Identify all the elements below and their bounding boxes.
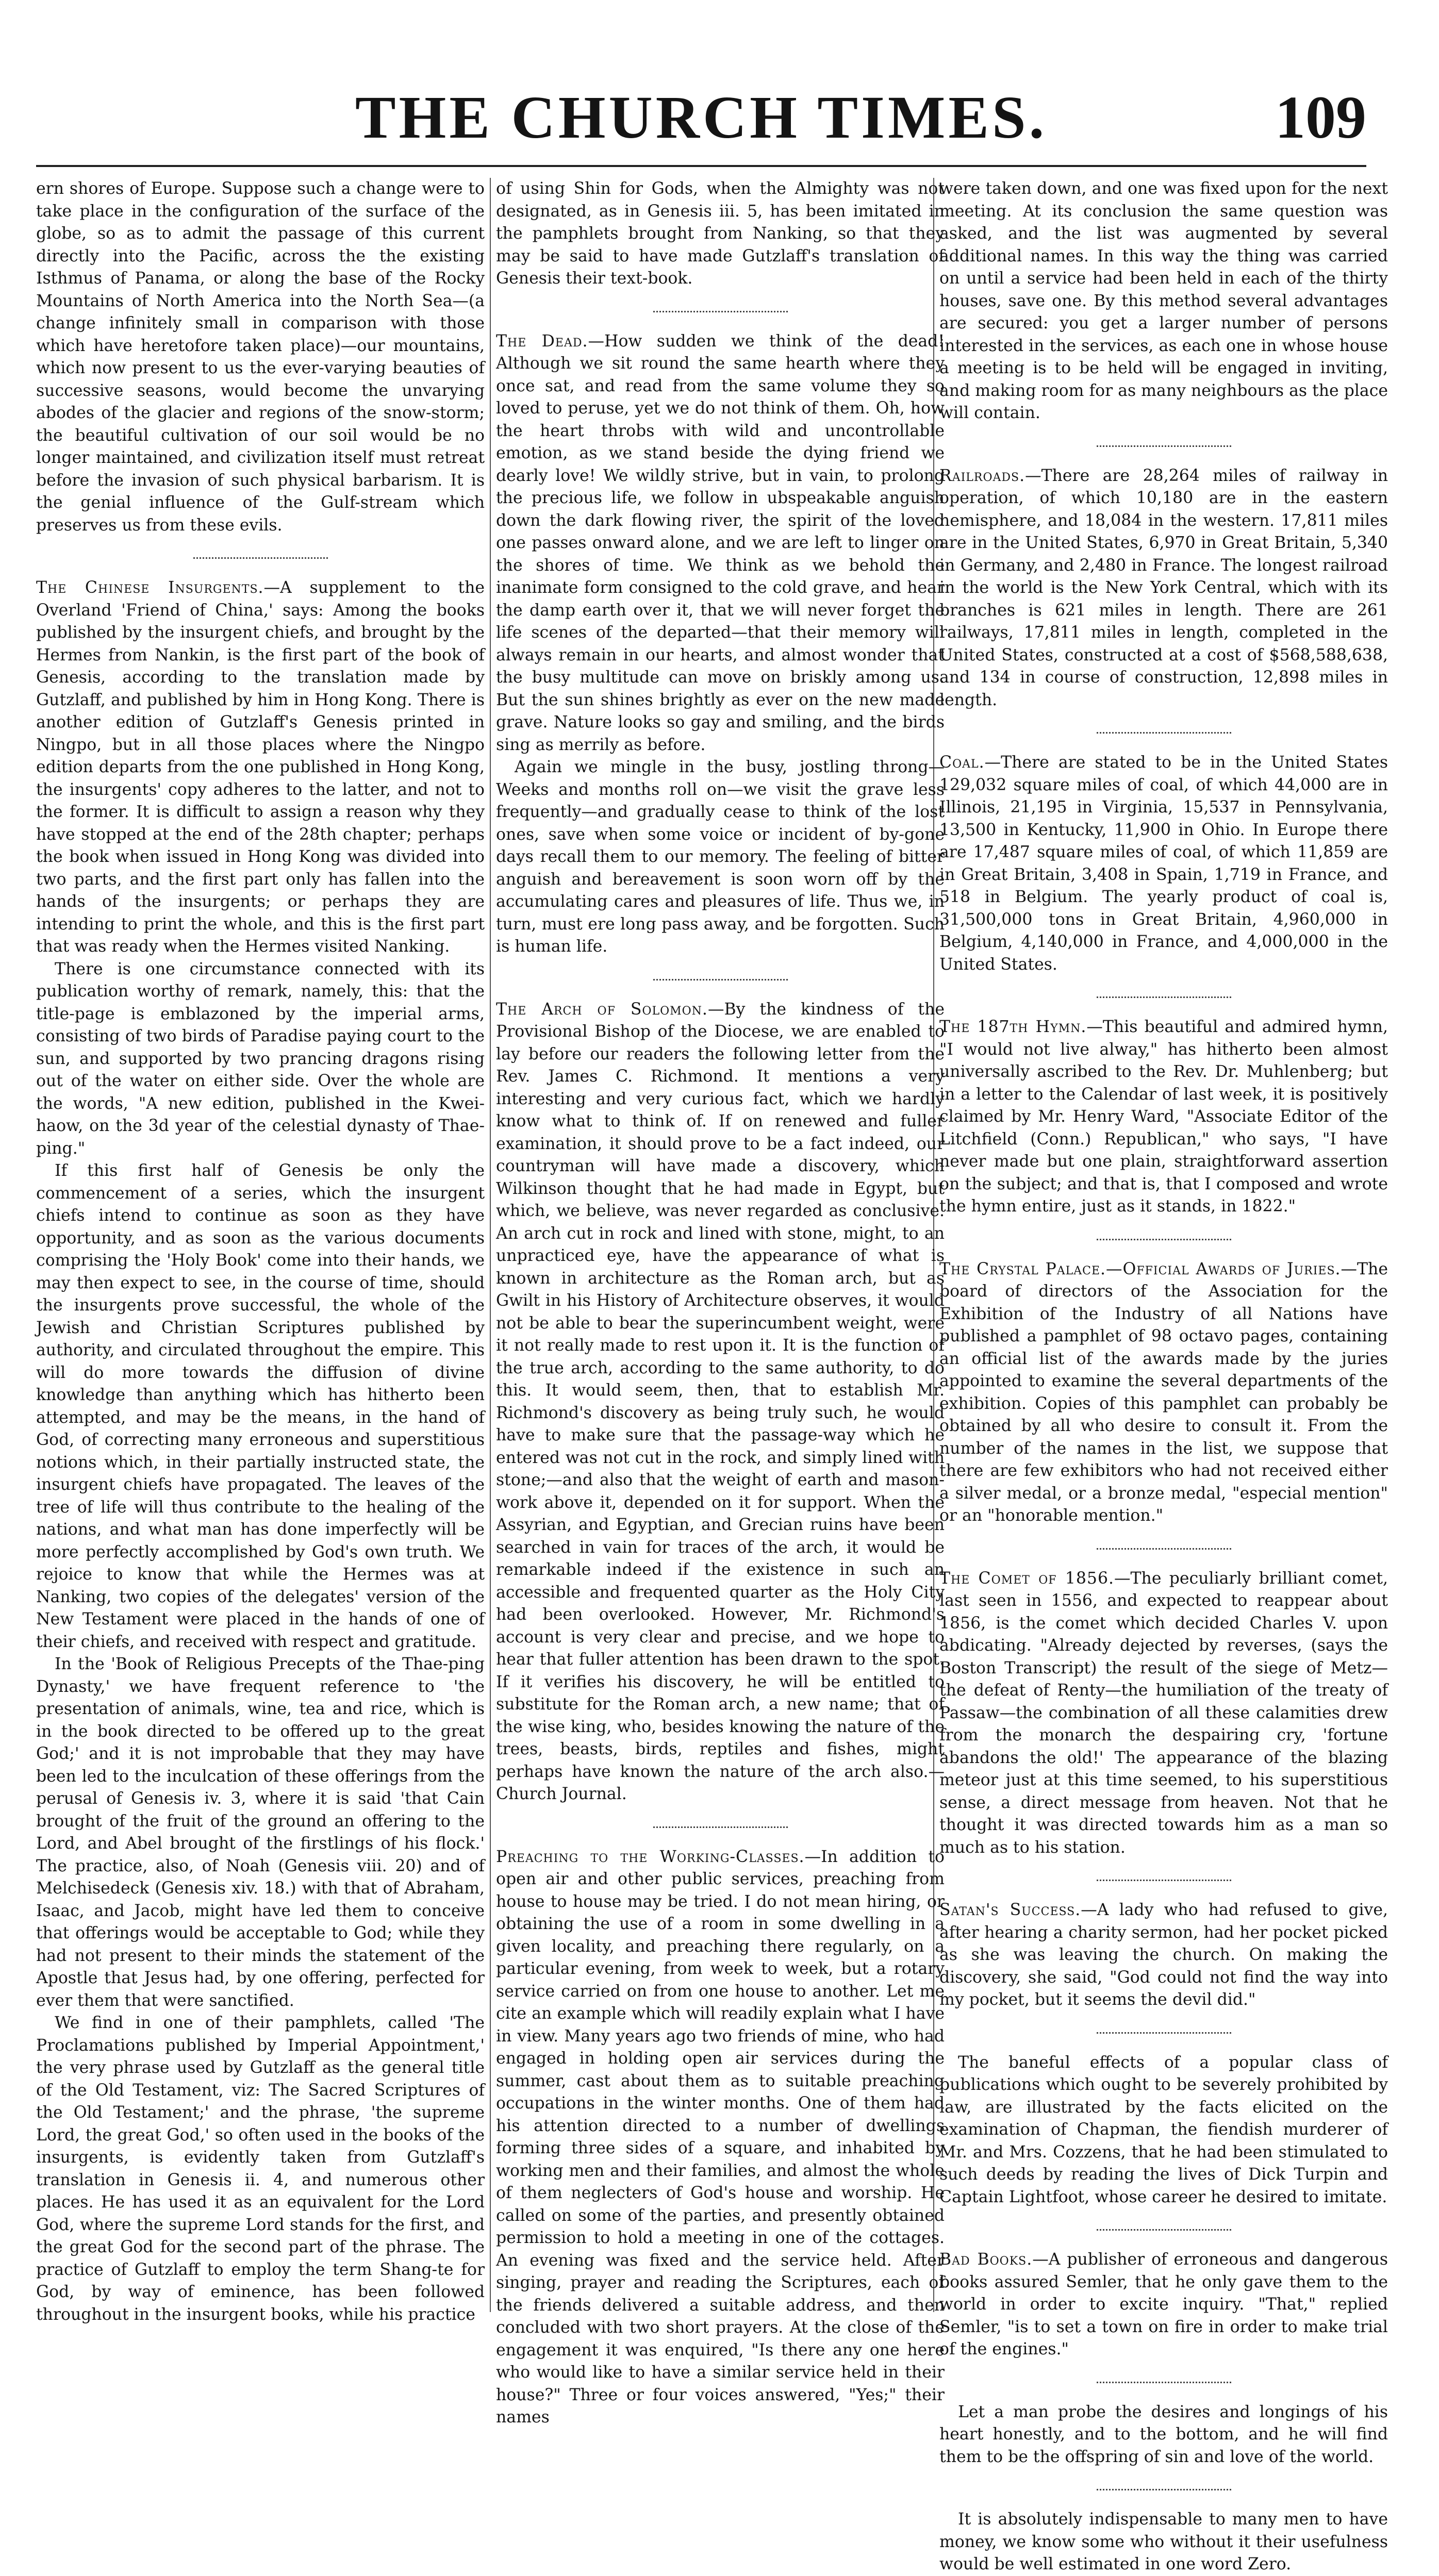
article-heading: Bad Books. xyxy=(939,2250,1033,2269)
article xyxy=(939,1899,1388,2012)
article-paragraph xyxy=(496,178,945,290)
article-text: There is one circumstance connected with its publication worthy of remark, namely, this: that the title-page is emblazoned by the imperial arms, consisting of two birds of Paradise paying court to the sun, and supported by two prancing dragons rising out of the water on either side. Over the whole are the words, "A new edition, published in the Kwei-haow, on the 3d year of the celestial dynasty of Thae-ping." xyxy=(36,959,485,1158)
article-paragraph xyxy=(36,1653,485,2012)
article-paragraph xyxy=(939,752,1388,976)
article xyxy=(939,1016,1388,1218)
article-paragraph xyxy=(939,1258,1388,1527)
newspaper-title: THE CHURCH TIMES. xyxy=(355,84,1048,151)
article-text: —This beautiful and admired hymn, "I would not live alway," has hitherto been almost universally ascribed to the Rev. Dr. Muhlenberg; but in a letter to the Calendar of last week, it is positively claimed by Mr. Henry Ward, "Associate Editor of the Litchfield (Conn.) Republican," who says, "I have never made but one plain, straightforward assertion on the subject; and that is, that I composed and wrote the hymn entire, just as it stands, in 1822." xyxy=(939,1018,1388,1216)
article-separator xyxy=(939,1232,1388,1247)
article xyxy=(36,577,485,2326)
article-heading: The Comet of 1856. xyxy=(939,1569,1115,1588)
article-paragraph xyxy=(36,577,485,958)
article-separator xyxy=(939,989,1388,1005)
article-heading: The Arch of Solomon. xyxy=(496,1000,708,1019)
article-text: The baneful effects of a popular class of publications which ought to be severely prohibited by law, are illustrated by the facts elicited on the examination of Chapman, the fiendish murderer of Mr. and Mrs. Cozzens, that he had been stimulated to such deeds by reading the lives of Dick Turpin and Captain Lightfoot, whose career he desired to imitate. xyxy=(939,2053,1388,2206)
article xyxy=(939,2401,1388,2469)
article-heading: Railroads. xyxy=(939,466,1026,485)
article-separator xyxy=(939,2374,1388,2390)
article-paragraph xyxy=(939,178,1388,425)
masthead xyxy=(36,77,1366,165)
column-2 xyxy=(496,178,945,2427)
article-separator xyxy=(36,550,485,566)
article xyxy=(939,2052,1388,2209)
article-separator xyxy=(939,2025,1388,2040)
article-separator xyxy=(939,2482,1388,2497)
article-text: If this first half of Genesis be only the commencement of a series, which the insurgent chiefs intend to continue as soon as they have opportunity, and as soon as the various documents comprising the 'Holy Book' come into their hands, we may then expect to see, in the course of time, should the insurgents prove successful, the whole of the Jewish and Christian Scriptures published by authority, and circulated throughout the empire. This will do more towards the diffusion of divine knowledge than anything which has hitherto been attempted, and may be the means, in the hand of God, of correcting many erroneous and superstitious notions which, in their partially instructed state, the insurgent chiefs have propagated. The leaves of the tree of life will thus contribute to the healing of the nations, and what man has done imperfectly will be more perfectly accomplished by God's own truth. We rejoice to know that while the Hermes was at Nanking, two copies of the delegates' version of the New Testament were placed in the hands of one of their chiefs, and received with respect and gratitude. xyxy=(36,1161,485,1651)
article-separator xyxy=(496,1819,945,1835)
article-text: —How sudden we think of the dead! Although we sit round the same hearth where they once sat, and read from the same volume they so loved to peruse, yet we do not think of them. Oh, how the heart throbs with wild and uncontrollable emotion, as we stand beside the dying friend we dearly love! We wildly strive, but in vain, to prolong the precious life, we follow in ubspeakable anguish down the dark flowing river, the spirit of the loved one passes onward alone, and we are left to linger on the shores of time. We think as we behold the inanimate form consigned to the cold grave, and hear the damp earth over it, that we will never forget the life scenes of the departed—that their memory will always remain in our hearts, and almost wonder that the busy multitude can move on briskly among us. But the sun shines brightly as ever on the new made grave. Nature looks so gay and smiling, and the birds sing as merrily as before. xyxy=(496,331,945,754)
article-heading: The Dead. xyxy=(496,331,588,351)
article-paragraph xyxy=(36,178,485,537)
article-text: —A publisher of erroneous and dangerous books assured Semler, that he only gave them to the world in order to excite inquiry. "That," replied Semler, "is to set a town on fire in order to make trial of the engines." xyxy=(939,2250,1388,2358)
column-3 xyxy=(939,178,1388,2573)
article xyxy=(939,1258,1388,1527)
article-text: We find in one of their pamphlets, called 'The Proclamations published by Imperial Appointment,' the very phrase used by Gutzlaff as the general title of the Old Testament, viz: The Sacred Scriptures of the Old Testament;' and the phrase, 'the supreme Lord, the great God,' so often used in the books of the insurgents, is evidently taken from Gutzlaff's translation in Genesis ii. 4, and numerous other places. He has used it as an equivalent for the Lord God, where the supreme Lord stands for the first, and the great God for the second part of the phrase. The practice of Gutzlaff to employ the term Shang-te for God, by way of eminence, has been followed throughout in the insurgent books, while his practice xyxy=(36,2014,485,2324)
article-paragraph xyxy=(939,465,1388,712)
page-number: 109 xyxy=(1275,84,1366,151)
article-text: —The peculiarly brilliant comet, last seen in 1556, and expected to reappear about 1856, is the comet which decided Charles V. upon abdicating. "Already dejected by reverses, (says the Boston Transcript) the result of the siege of Metz—the defeat of Renty—the humiliation of the treaty of Passaw—the combination of all these calamities drew from the monarch the despairing cry, 'fortune abandons the old!' The appearance of the blazing meteor just at this time seemed, to his superstitious sense, a direct message from heaven. Not that he thought it was directed towards him as a man so much as to his station. xyxy=(939,1569,1388,1857)
article-separator xyxy=(939,1872,1388,1888)
article-text: —There are stated to be in the United States 129,032 square miles of coal, of which 44,000 are in Illinois, 21,195 in Virginia, 15,537 in Pennsylvania, 13,500 in Kentucky, 11,900 in Ohio. In Europe there are 17,487 square miles of coal, of which 11,859 are in Great Britain, 3,408 in Spain, 1,719 in France, and 518 in Belgium. The yearly product of coal is, 31,500,000 tons in Great Britain, 4,960,000 in Belgium, 4,140,000 in France, and 4,000,000 in the United States. xyxy=(939,753,1388,974)
column-1 xyxy=(36,178,485,2324)
article-text: —A supplement to the Overland 'Friend of China,' says: Among the books published by the insurgent chiefs, and brought by the Hermes from Nankin, is the first part of the book of Genesis, according to the translation made by Gutzlaff, and published by him in Hong Kong. There is another edition of Gutzlaff's Genesis printed in Ningpo, but in all those places where the Ningpo edition departs from the one published in Hong Kong, the insurgents' copy adheres to the latter, and not to the former. It is difficult to assign a reason why they have stopped at the end of the 28th chapter; perhaps the book when issued in Hong Kong was divided into two parts, and the first part only has fallen into the hands of the insurgents; or perhaps they are intending to print the whole, and this is the first part that was ready when the Hermes visited Nanking. xyxy=(36,578,485,956)
article xyxy=(496,1846,945,2429)
article-heading: The Crystal Palace.—Official Awards of Juries. xyxy=(939,1259,1341,1278)
masthead-rule xyxy=(36,165,1366,167)
article-text: —A lady who had refused to give, after hearing a charity sermon, had her pocket picked as she was leaving the church. On making the discovery, she said, "God could not find the way into my pocket, but it seems the devil did." xyxy=(939,1901,1388,2009)
article xyxy=(36,178,485,537)
article-separator xyxy=(939,1541,1388,1556)
article-heading: The 187th Hymn. xyxy=(939,1018,1087,1036)
article-paragraph xyxy=(939,2249,1388,2361)
article-separator xyxy=(939,725,1388,740)
article-text: It is absolutely indispensable to many men to have money, we know some who without it their usefulness would be well estimated in one word Zero. xyxy=(939,2510,1388,2573)
article-separator xyxy=(496,972,945,987)
article-paragraph xyxy=(939,2052,1388,2209)
article-paragraph xyxy=(36,1160,485,1653)
article xyxy=(939,178,1388,425)
article-text: In the 'Book of Religious Precepts of the Thae-ping Dynasty,' we have frequent reference to 'the presentation of animals, wine, tea and rice, which is in the book directed to be offered up to the great God;' and it is not improbable that they may have been led to the inculcation of these offerings from the perusal of Genesis iv. 3, where it is said 'that Cain brought of the fruit of the ground an offering to the Lord, and Abel brought of the firstlings of his flock.' The practice, also, of Noah (Genesis viii. 20) and of Melchisedeck (Genesis xiv. 18.) with that of Abraham, Isaac, and Jacob, might have led them to conceive that offerings would be acceptable to God; while they had not present to their minds the statement of the Apostle that Jesus had, by one offering, perfected for ever them that were sanctified. xyxy=(36,1655,485,2010)
article-text: of using Shin for Gods, when the Almighty was not designated, as in Genesis iii. 5, has been imitated in the pamphlets brought from Nanking, so that they may be said to have made Gutzlaff's translation of Genesis their text-book. xyxy=(496,179,945,288)
article-separator xyxy=(939,2222,1388,2237)
article xyxy=(939,1568,1388,1859)
article-paragraph xyxy=(496,999,945,1806)
article xyxy=(496,999,945,1806)
article xyxy=(939,465,1388,712)
article xyxy=(496,330,945,958)
article-paragraph xyxy=(36,2012,485,2326)
article-paragraph xyxy=(36,958,485,1160)
article-text: were taken down, and one was fixed upon for the next meeting. At its conclusion the same question was asked, and the list was augmented by several additional names. In this way the thing was carried on until a service had been held in each of the thirty houses, save one. By this method several advantages are secured: you get a larger number of persons interested in the services, as each one in whose house a meeting is to be held will be engaged in inviting, and making room for as many neighbours as the place will contain. xyxy=(939,179,1388,422)
article-text: —There are 28,264 miles of railway in operation, of which 10,180 are in the eastern hemisphere, and 18,084 in the western. 17,811 miles are in the United States, 6,970 in Great Britain, 5,340 in Germany, and 2,480 in France. The longest railroad in the world is the New York Central, which with its branches is 621 miles in length. There are 261 railways, 17,811 miles in length, completed in the United States, constructed at a cost of $568,588,638, and 134 in course of construction, 12,898 miles in length. xyxy=(939,466,1388,709)
article-paragraph xyxy=(496,330,945,757)
article-heading: The Chinese Insurgents. xyxy=(36,578,264,597)
article xyxy=(939,2508,1388,2576)
article-paragraph xyxy=(939,2401,1388,2469)
article-paragraph xyxy=(496,1846,945,2429)
article xyxy=(496,178,945,290)
article-paragraph xyxy=(939,1899,1388,2012)
article-text: —The board of directors of the Association for the Exhibition of the Industry of all Nations have published a pamphlet of 98 octavo pages, containing an official list of the awards made by the juries appointed to examine the several departments of the exhibition. Copies of this pamphlet can probably be obtained by all who desire to consult it. From the number of the names in the list, we suppose that there are few exhibitors who had not received either a silver medal, or a bronze medal, "especial mention" or an "honorable mention." xyxy=(939,1259,1388,1525)
article-paragraph xyxy=(496,756,945,958)
article-heading: Preaching to the Working-Classes. xyxy=(496,1847,805,1866)
article-separator xyxy=(939,438,1388,454)
article xyxy=(939,752,1388,976)
article-text: Let a man probe the desires and longings of his heart honestly, and to the bottom, and he will find them to be the offspring of sin and love of the world. xyxy=(939,2402,1388,2466)
article-text: —In addition to open air and other public services, preaching from house to house may be tried. I do not mean hiring, or obtaining the use of a room in some dwelling in a given locality, and preaching there regularly, on a particular evening, from week to week, but a rotary service carried on from one house to another. Let me cite an example which will readily explain what I have in view. Many years ago two friends of mine, who had engaged in holding open air services during the summer, cast about them as to suitable preaching occupations in the winter months. One of them had his attention directed to a number of dwellings forming three sides of a square, and inhabited by working men and their families, and almost the whole of them neglecters of God's house and worship. He called on some of the parties, and presently obtained permission to hold a meeting in one of the cottages. An evening was fixed and the service held. After singing, prayer and reading the Scriptures, each of the friends delivered a suitable address, and then concluded with two short prayers. At the close of the engagement it was enquired, "Is there any one here who would like to have a similar service held in their house?" Three or four voices answered, "Yes;" their names xyxy=(496,1847,945,2427)
article-text: ern shores of Europe. Suppose such a change were to take place in the configuration of the surface of the globe, so as to admit the passage of this current directly into the Pacific, across the the existing Isthmus of Panama, or along the base of the Rocky Mountains of North America into the North Sea—(a change infinitely small in comparison with those which have heretofore taken place)—our mountains, which now present to us the ever-varying beauties of successive seasons, would become the unvarying abodes of the glacier and regions of the snow-storm; the beautiful cultivation of our soil would be no longer maintained, and civilization itself must retreat before the invasion of such physical barbarism. It is the genial influence of the Gulf-stream which preserves us from these evils. xyxy=(36,179,485,535)
article-paragraph xyxy=(939,1016,1388,1218)
article-heading: Coal. xyxy=(939,753,985,772)
article-paragraph xyxy=(939,1568,1388,1859)
article-text: —By the kindness of the Provisional Bishop of the Diocese, we are enabled to lay before our readers the following letter from the Rev. James C. Richmond. It mentions a very interesting and very curious fact, which we hardly know what to think of. If on renewed and fuller examination, it should prove to be a fact indeed, our countryman will have made a discovery, which Wilkinson thought that he had made in Egypt, but which, we believe, was never regarded as conclusive. An arch cut in rock and lined with stone, might, to an unpracticed eye, have the appearance of what is known in architecture as the Roman arch, but as Gwilt in his History of Architecture observes, it would not be able to bear the superincumbent weight, were it not really made to rest upon it. It is the function of the true arch, according to the same authority, to do this. It would seem, then, that to establish Mr. Richmond's discovery as being truly such, he would have to make sure that the passage-way which he entered was not cut in the rock, and simply lined with stone;—and also that the weight of earth and mason-work above it, depended on it for support. When the Assyrian, and Egyptian, and Grecian ruins have been searched in vain for traces of the arch, it would be remarkable indeed if the existence in such an accessible and frequented quarter as the Holy City had been overlooked. However, Mr. Richmond's account is very clear and precise, and we hope to hear that fuller attention has been drawn to the spot. If it verifies his discovery, he will be entitled to substitute for the Roman arch, a new name; that of the wise king, who, besides knowing the nature of the trees, beasts, birds, reptiles and fishes, might perhaps have known the nature of the arch also.—Church Journal. xyxy=(496,1000,945,1803)
column-divider xyxy=(490,178,491,2312)
article-text: Again we mingle in the busy, jostling throng—Weeks and months roll on—we visit the grave less frequently—and gradually cease to think of the lost ones, save when some voice or incident of by-gone days recall them to our memory. The feeling of bitter anguish and bereavement is soon worn off by the accumulating cares and pleasures of life. Thus we, in turn, must ere long pass away, and be forgotten. Such is human life. xyxy=(496,758,945,956)
article-heading: Satan's Success. xyxy=(939,1901,1081,1919)
article-paragraph xyxy=(939,2508,1388,2576)
article xyxy=(939,2249,1388,2361)
article-separator xyxy=(496,304,945,319)
